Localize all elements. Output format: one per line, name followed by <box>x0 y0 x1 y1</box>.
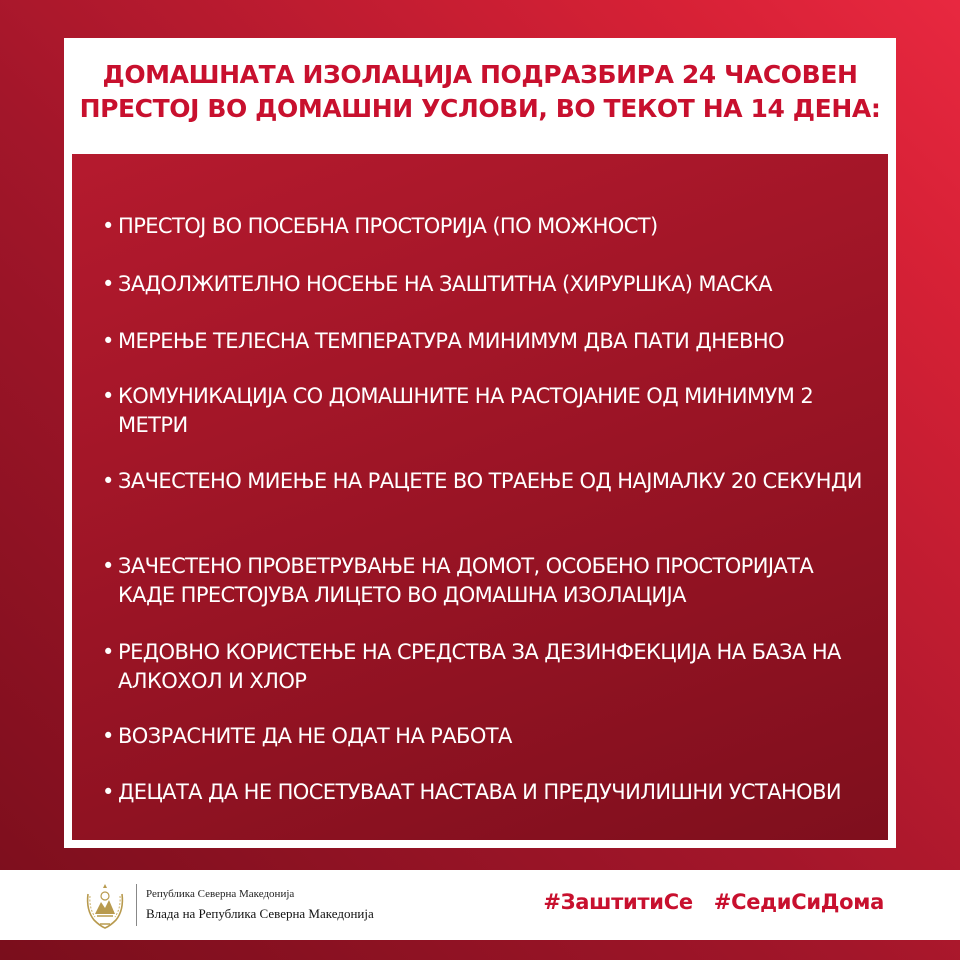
bullet-icon: • <box>102 780 114 804</box>
footer-bar <box>0 870 960 940</box>
list-item-text: ВОЗРАСНИТЕ ДА НЕ ОДАТ НА РАБОТА <box>118 724 512 748</box>
rules-panel <box>72 154 888 840</box>
list-item <box>102 382 872 440</box>
list-item <box>102 270 872 299</box>
info-card <box>64 38 896 848</box>
bullet-icon: • <box>102 554 114 578</box>
bullet-icon: • <box>102 724 114 748</box>
list-item <box>102 638 872 696</box>
hashtags <box>543 890 884 914</box>
bullet-icon: • <box>102 384 114 408</box>
list-item-text: ДЕЦАТА ДА НЕ ПОСЕТУВААТ НАСТАВА И ПРЕДУЧИЛИШНИ УСТАНОВИ <box>118 780 842 804</box>
list-item-text: ЗАДОЛЖИТЕЛНО НОСЕЊЕ НА ЗАШТИТНА (ХИРУРШКА) МАСКА <box>118 272 772 296</box>
list-item-text: ЗАЧЕСТЕНО ПРОВЕТРУВАЊЕ НА ДОМОТ, ОСОБЕНО ПРОСТОРИЈАТА КАДЕ ПРЕСТОЈУВА ЛИЦЕТО ВО ДОМАШНА ИЗОЛАЦИЈА <box>118 554 814 607</box>
list-item <box>102 212 872 241</box>
bullet-icon: • <box>102 469 114 493</box>
hashtag-stay-home[interactable]: #СедиСиДома <box>713 890 884 914</box>
gov-name-label: Влада на Република Северна Македонија <box>146 906 374 921</box>
list-item <box>102 722 872 751</box>
list-item-text: ПРЕСТОЈ ВО ПОСЕБНА ПРОСТОРИЈА (ПО МОЖНОСТ) <box>118 214 658 238</box>
list-item-text: МЕРЕЊЕ ТЕЛЕСНА ТЕМПЕРАТУРА МИНИМУМ ДВА ПАТИ ДНЕВНО <box>118 329 784 353</box>
list-item-text: ЗАЧЕСТЕНО МИЕЊЕ НА РАЦЕТЕ ВО ТРАЕЊЕ ОД НАЈМАЛКУ 20 СЕКУНДИ <box>118 469 862 493</box>
list-item <box>102 778 872 807</box>
gov-country-label: Република Северна Македонија <box>146 888 295 900</box>
list-item <box>102 552 872 610</box>
bullet-icon: • <box>102 272 114 296</box>
list-item-text: РЕДОВНО КОРИСТЕЊЕ НА СРЕДСТВА ЗА ДЕЗИНФЕКЦИЈА НА БАЗА НА АЛКОХОЛ И ХЛОР <box>118 640 841 693</box>
page-title: ДОМАШНАТА ИЗОЛАЦИЈА ПОДРАЗБИРА 24 ЧАСОВЕН ПРЕСТОЈ ВО ДОМАШНИ УСЛОВИ, ВО ТЕКОТ НА 14 ДЕНА: <box>79 60 881 123</box>
list-item <box>102 327 872 356</box>
bullet-icon: • <box>102 214 114 238</box>
bullet-icon: • <box>102 640 114 664</box>
list-item <box>102 467 872 496</box>
coat-of-arms-icon <box>80 880 130 932</box>
hashtag-protect[interactable]: #ЗаштитиСе <box>543 890 693 914</box>
divider <box>136 884 137 926</box>
bullet-icon: • <box>102 329 114 353</box>
list-item-text: КОМУНИКАЦИЈА СО ДОМАШНИТЕ НА РАСТОЈАНИЕ ОД МИНИМУМ 2 МЕТРИ <box>118 384 814 437</box>
